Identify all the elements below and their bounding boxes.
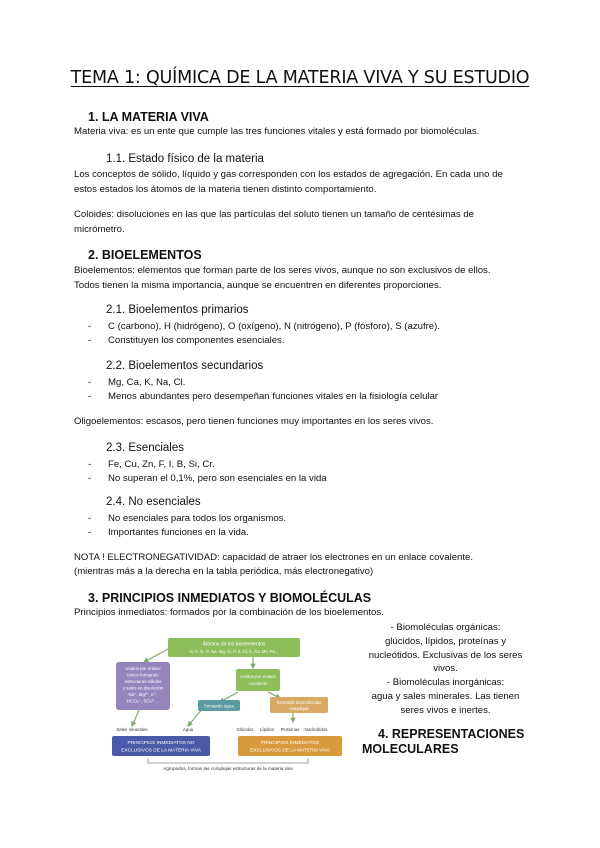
exclusive-line: PRINCIPIOS INMEDIATOS <box>260 741 320 746</box>
materia-viva-definition: Materia viva: es un ente que cumple las tres funciones vitales y está formado por biomoléculas. <box>74 126 480 137</box>
non-exclusive-line: PRINCIPIOS INMEDIATOS NO <box>127 741 195 746</box>
list-item: - Menos abundantes pero desempeñan funciones vitales en la fisiología celular <box>88 391 439 402</box>
inorganic-biomolecules-note: - Biomoléculas inorgánicas: agua y sales minerales. Las tienen seres vivos e inertes. <box>371 677 520 716</box>
lipidos-label: Lípidos <box>259 727 275 732</box>
covalent-line: Unidos por enlace <box>240 674 276 679</box>
subsection-2-4-heading: 2.4. No esenciales <box>106 496 201 508</box>
ionic-line: Na⁺, Mg²⁺, K⁺, <box>128 692 158 697</box>
section-2-heading: 2. BIOELEMENTOS <box>88 248 202 262</box>
complex-line: formando biomoléculas <box>276 700 322 705</box>
subsection-1-1-heading: 1.1. Estado físico de la materia <box>106 153 264 165</box>
water-label: formando agua <box>204 703 234 709</box>
nota-electronegatividad: NOTA ! ELECTRONEGATIVIDAD: capacidad de atraer los electrones en un enlace covalente. <box>74 552 474 563</box>
bioelementos-line-1: Bioelementos: elementos que forman parte de los seres vivos, aunque no son exclusivos de ellos. <box>74 265 491 276</box>
bioelementos-line-2: Todos tienen la misma importancia, aunque se encuentren en diferentes proporciones. <box>74 280 442 291</box>
coloides-line-1: Coloides: disoluciones en las que las partículas del soluto tienen un tamaño de centésimas de <box>74 209 474 220</box>
ionic-line: iónico formando <box>127 672 159 678</box>
section-1-heading: 1. LA MATERIA VIVA <box>88 110 209 124</box>
page-title: TEMA 1: QUÍMICA DE LA MATERIA VIVA Y SU ESTUDIO <box>70 68 530 88</box>
oligoelementos-text: Oligoelementos: escasos, pero tienen funciones muy importantes en los seres vivos. <box>74 416 434 427</box>
glucidos-label: Glúcidos <box>236 727 254 732</box>
ionic-line: estructuras sólidas <box>124 679 162 684</box>
principios-inmediatos-definition: Principios inmediatos: formados por la combinación de los bioelementos. <box>74 607 384 618</box>
covalent-line: covalente <box>248 681 268 686</box>
estado-fisico-line-1: Los conceptos de sólido, líquido y gas corresponden con los estados de agregación. En cada uno de <box>74 169 503 180</box>
organic-biomolecules-note: - Biomoléculas orgánicas: glúcidos, lípidos, proteínas y nucleótidos. Exclusivas de los seres vivos. <box>368 622 523 675</box>
list-item: - Fe, Cu, Zn, F, I, B, Si, Cr. <box>88 459 215 470</box>
section-3-heading: 3. PRINCIPIOS INMEDIATOS Y BIOMOLÉCULAS <box>88 591 372 605</box>
bioelement-atoms-list: H, C, N, O, Na, Mg, Si, P, S, Cl, K, Ca, Mn, Fe... <box>189 649 279 654</box>
subsection-2-3-heading: 2.3. Esenciales <box>106 442 184 454</box>
coloides-line-2: micrómetro. <box>74 224 125 235</box>
list-item: - C (carbono), H (hidrógeno), O (oxígeno), N (nitrógeno), P (fósforo), S (azufre). <box>88 321 441 332</box>
covalent-bond-box <box>236 669 280 691</box>
estado-fisico-line-2: estos estados los átomos de la materia tienen distinto comportamiento. <box>74 184 377 195</box>
exclusive-line: EXCLUSIVOS DE LA MATERIA VIVA <box>250 748 330 754</box>
list-item: - Constituyen los componentes esenciales. <box>88 335 285 346</box>
agua-label: Agua <box>182 727 194 732</box>
proteinas-label: Proteínas <box>280 727 300 732</box>
bioelement-atoms-title: Átomos de los bioelementos <box>202 641 266 648</box>
ionic-line: y sales en disolución <box>122 685 164 691</box>
principios-inmediatos-diagram <box>108 634 348 774</box>
list-item: - No esenciales para todos los organismos. <box>88 513 287 524</box>
ionic-line: HCO₃⁻, SO₄²⁻... <box>127 698 159 704</box>
non-exclusive-line: EXCLUSIVOS DE LA MATERIA VIVA <box>121 748 201 754</box>
complex-line: complejas <box>289 706 309 711</box>
nota-electronegatividad-detail: (mientras más a la derecha en la tabla periódica, más electronegativo) <box>74 566 374 577</box>
ionic-line: Unidos por enlace <box>125 666 161 671</box>
section-4-heading: 4. REPRESENTACIONES MOLECULARES <box>362 727 525 756</box>
subsection-2-2-heading: 2.2. Bioelementos secundarios <box>106 360 264 372</box>
diagram-footer: Agrupados, forman las complejas estructuras de la materia viva <box>163 766 293 771</box>
subsection-2-1-heading: 2.1. Bioelementos primarios <box>106 304 249 316</box>
list-item: - Mg, Ca, K, Na, Cl. <box>88 377 186 388</box>
list-item: - Importantes funciones en la vida. <box>88 527 249 538</box>
sales-minerales-label: Sales minerales <box>116 727 148 732</box>
list-item: - No superan el 0,1%, pero son esenciales en la vida <box>88 473 327 484</box>
nucleotidos-label: Nucleótidos <box>304 727 328 732</box>
